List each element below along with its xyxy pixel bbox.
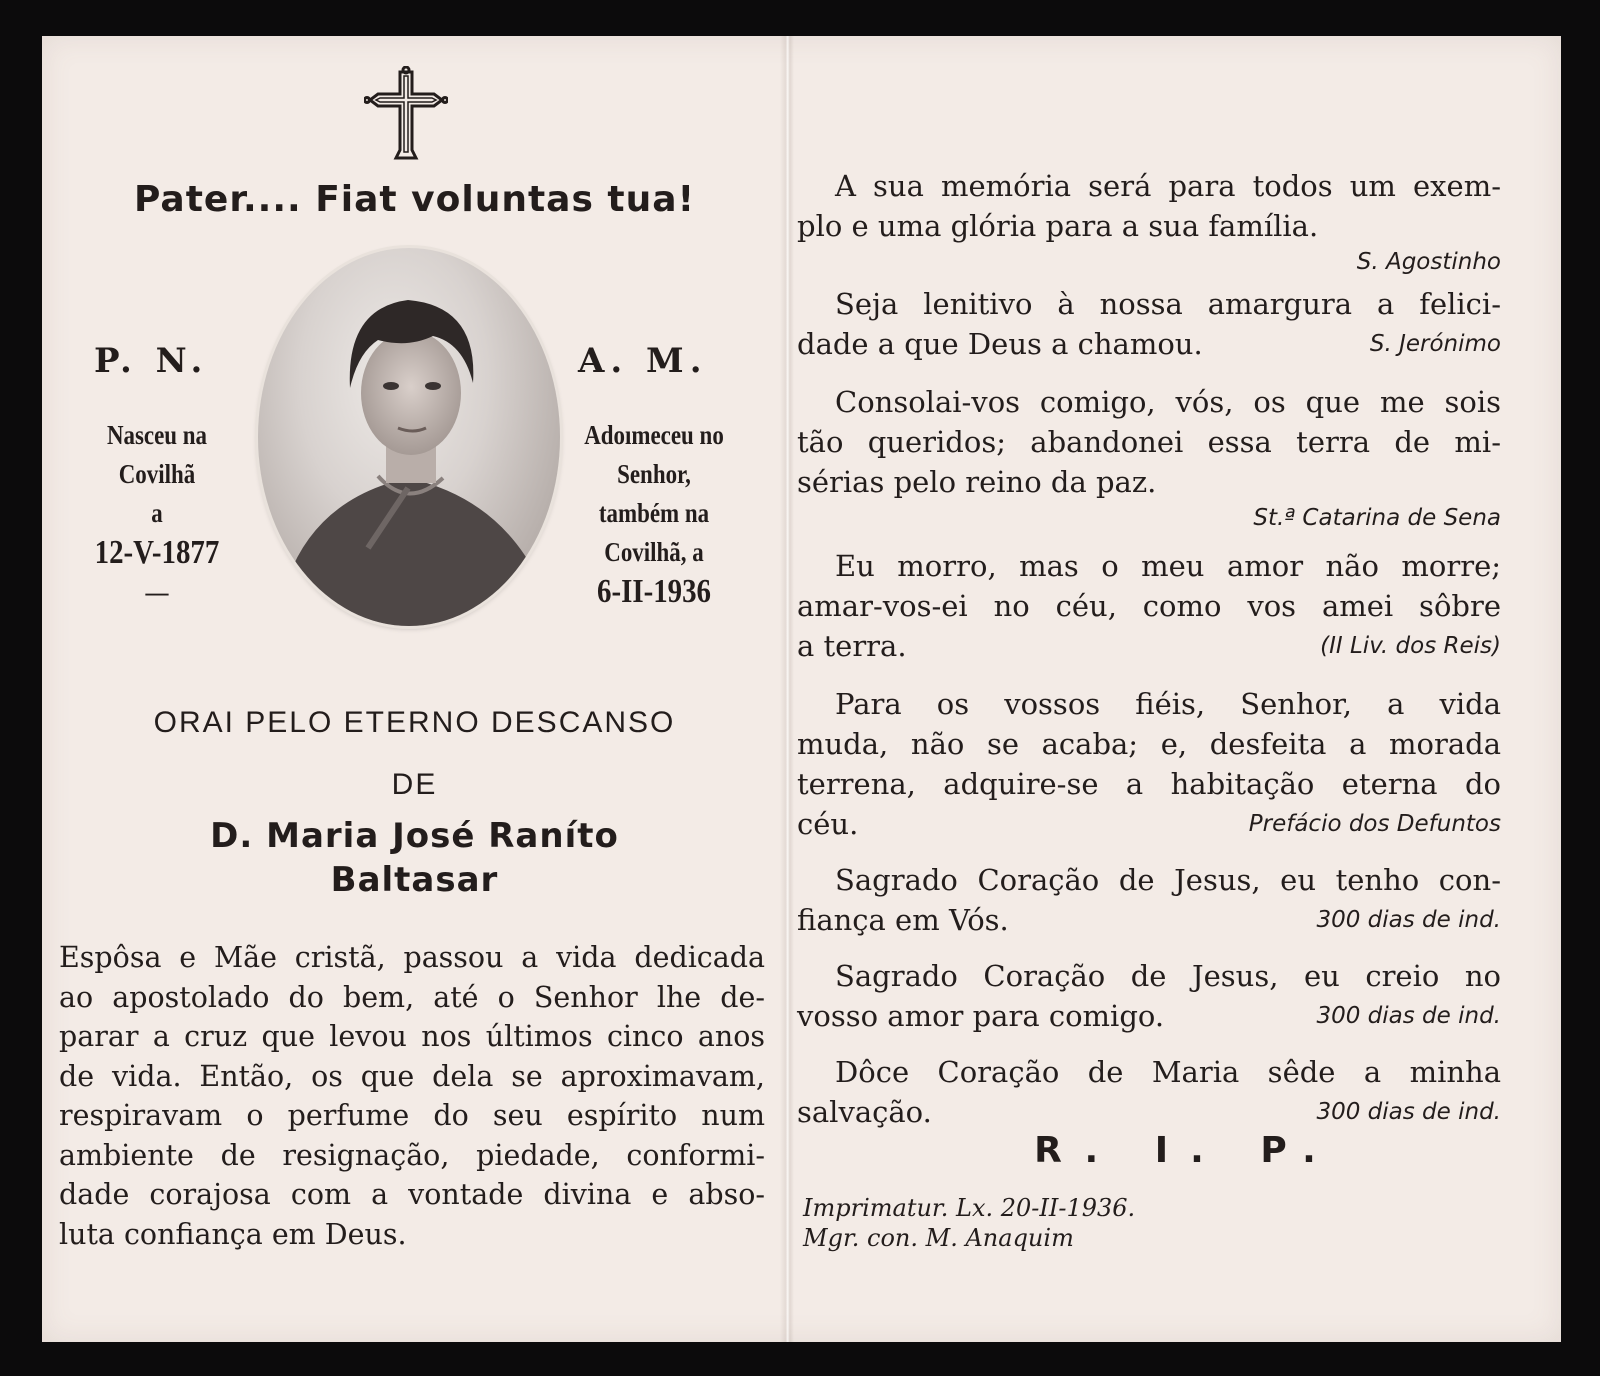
- deceased-name: [42, 814, 787, 902]
- death-line: Senhor,: [617, 459, 691, 489]
- death-date: 6-II-1936: [596, 573, 711, 610]
- quote-source: 300 dias de ind.: [1316, 907, 1501, 933]
- biography-line: de vida. Então, os que dela se aproximavam,: [59, 1059, 765, 1093]
- biography-line: Espôsa e Mãe cristã, passou a vida dedicada: [59, 941, 765, 974]
- memorial-card: [42, 36, 1561, 1342]
- quote-line: plo e uma glória para a sua família.: [797, 209, 1319, 243]
- quote-line: terrena, adquire-se a habitação eterna do: [797, 767, 1501, 801]
- prayer-heading-line: DE: [391, 768, 438, 801]
- quote-line: vosso amor para comigo.: [797, 999, 1165, 1033]
- quote-line: Seja lenitivo à nossa amargura a felici-: [835, 287, 1501, 321]
- quote-source: Prefácio dos Defuntos: [1248, 811, 1501, 837]
- quote-agostinho: [797, 166, 1501, 278]
- quote-coracao-creio: [797, 956, 1501, 1036]
- prayer-heading-line: ORAI PELO ETERNO DESCANSO: [153, 706, 676, 739]
- quote-line: amar-vos-ei no céu, como vos amei sôbre: [797, 589, 1501, 623]
- quote-source: 300 dias de ind.: [1316, 1003, 1501, 1029]
- biography-line: respiravam o perfume do seu espírito num: [59, 1099, 765, 1132]
- quote-reis: [797, 546, 1501, 666]
- pn-label: P. N.: [94, 341, 209, 381]
- quote-prefacio: [797, 684, 1501, 844]
- deceased-name-line: D. Maria José Raníto: [210, 816, 619, 856]
- birth-info: [85, 416, 230, 612]
- quote-line: Consolai-vos comigo, vós, os que me sois: [835, 385, 1501, 419]
- quote-last-row: [797, 1092, 1501, 1132]
- quote-line: Eu morro, mas o meu amor não morre;: [835, 549, 1501, 583]
- quote-line: dade a que Deus a chamou.: [797, 327, 1203, 361]
- quote-line: muda, não se acaba; e, desfeita a morada: [797, 727, 1501, 761]
- cross-icon: [364, 66, 448, 164]
- quote-source: S. Jerónimo: [1369, 331, 1501, 357]
- quote-line: Dôce Coração de Maria sêde a minha: [835, 1055, 1501, 1089]
- biography-line: ambiente de resignação, piedade, conformi-: [59, 1138, 765, 1172]
- biography-line: dade corajosa com a vontade divina e abso-: [59, 1178, 765, 1211]
- quote-line: Sagrado Coração de Jesus, eu creio no: [835, 959, 1501, 993]
- biography: [59, 938, 765, 1254]
- left-panel: [42, 36, 787, 1342]
- quote-line: tão queridos; abandonei essa terra de mi-: [797, 425, 1501, 459]
- quote-catarina: [797, 382, 1501, 534]
- quote-line: Para os vossos fiéis, Senhor, a vida: [835, 687, 1501, 721]
- quote-last-row: [797, 804, 1501, 844]
- imprimatur: [803, 1193, 1135, 1253]
- quote-last-row: [797, 900, 1501, 940]
- birth-line: Nasceu na: [106, 420, 208, 450]
- biography-line: ao apostolado do bem, até o Senhor lhe de-: [59, 980, 765, 1014]
- quote-source: 300 dias de ind.: [1316, 1099, 1501, 1125]
- quote-coracao-confianca: [797, 860, 1501, 940]
- prayer-heading: [42, 692, 787, 816]
- imprimatur-line: Imprimatur. Lx. 20-II-1936.: [803, 1194, 1136, 1222]
- birth-dash: —: [145, 577, 169, 607]
- birth-date: 12-V-1877: [94, 534, 220, 571]
- imprimatur-line: Mgr. con. M. Anaquim: [803, 1224, 1074, 1252]
- birth-line: Covilhã: [118, 459, 196, 489]
- quote-source: S. Agostinho: [1356, 249, 1501, 275]
- quote-line: fiança em Vós.: [797, 903, 1009, 937]
- right-panel: [789, 36, 1561, 1342]
- quote-source: St.ª Catarina de Sena: [1253, 505, 1501, 531]
- quote-last-row: [797, 996, 1501, 1036]
- death-line: Adoımeceu no: [584, 420, 724, 450]
- quote-line: a terra.: [797, 629, 907, 663]
- biography-line: parar a cruz que levou nos últimos cinco anos: [59, 1020, 765, 1053]
- death-line: Covilhã, a: [604, 537, 704, 567]
- quote-line: Sagrado Coração de Jesus, eu tenho con-: [835, 863, 1501, 897]
- am-label: A. M.: [578, 341, 708, 381]
- quote-line: salvação.: [797, 1095, 932, 1129]
- portrait-photo: [258, 248, 560, 626]
- quote-coracao-maria: [797, 1052, 1501, 1132]
- death-line: também na: [598, 498, 710, 528]
- quote-line: céu.: [797, 807, 859, 841]
- deceased-name-line: Baltasar: [330, 860, 499, 900]
- death-info: [569, 416, 739, 612]
- portrait-image: [258, 248, 560, 626]
- quote-line: sérias pelo reino da paz.: [797, 465, 1157, 499]
- quote-line: A sua memória será para todos um exem-: [835, 169, 1501, 203]
- motto: Pater.... Fiat voluntas tua!: [134, 179, 695, 220]
- quote-jeronimo: [797, 284, 1501, 364]
- quote-source: (II Liv. dos Reis): [1320, 633, 1501, 659]
- birth-line: a: [151, 498, 163, 528]
- quote-last-row: [797, 626, 1501, 666]
- biography-line: luta confiança em Deus.: [59, 1217, 407, 1251]
- quote-last-row: [797, 324, 1501, 364]
- rip-inscription: R. I. P.: [1034, 1130, 1338, 1171]
